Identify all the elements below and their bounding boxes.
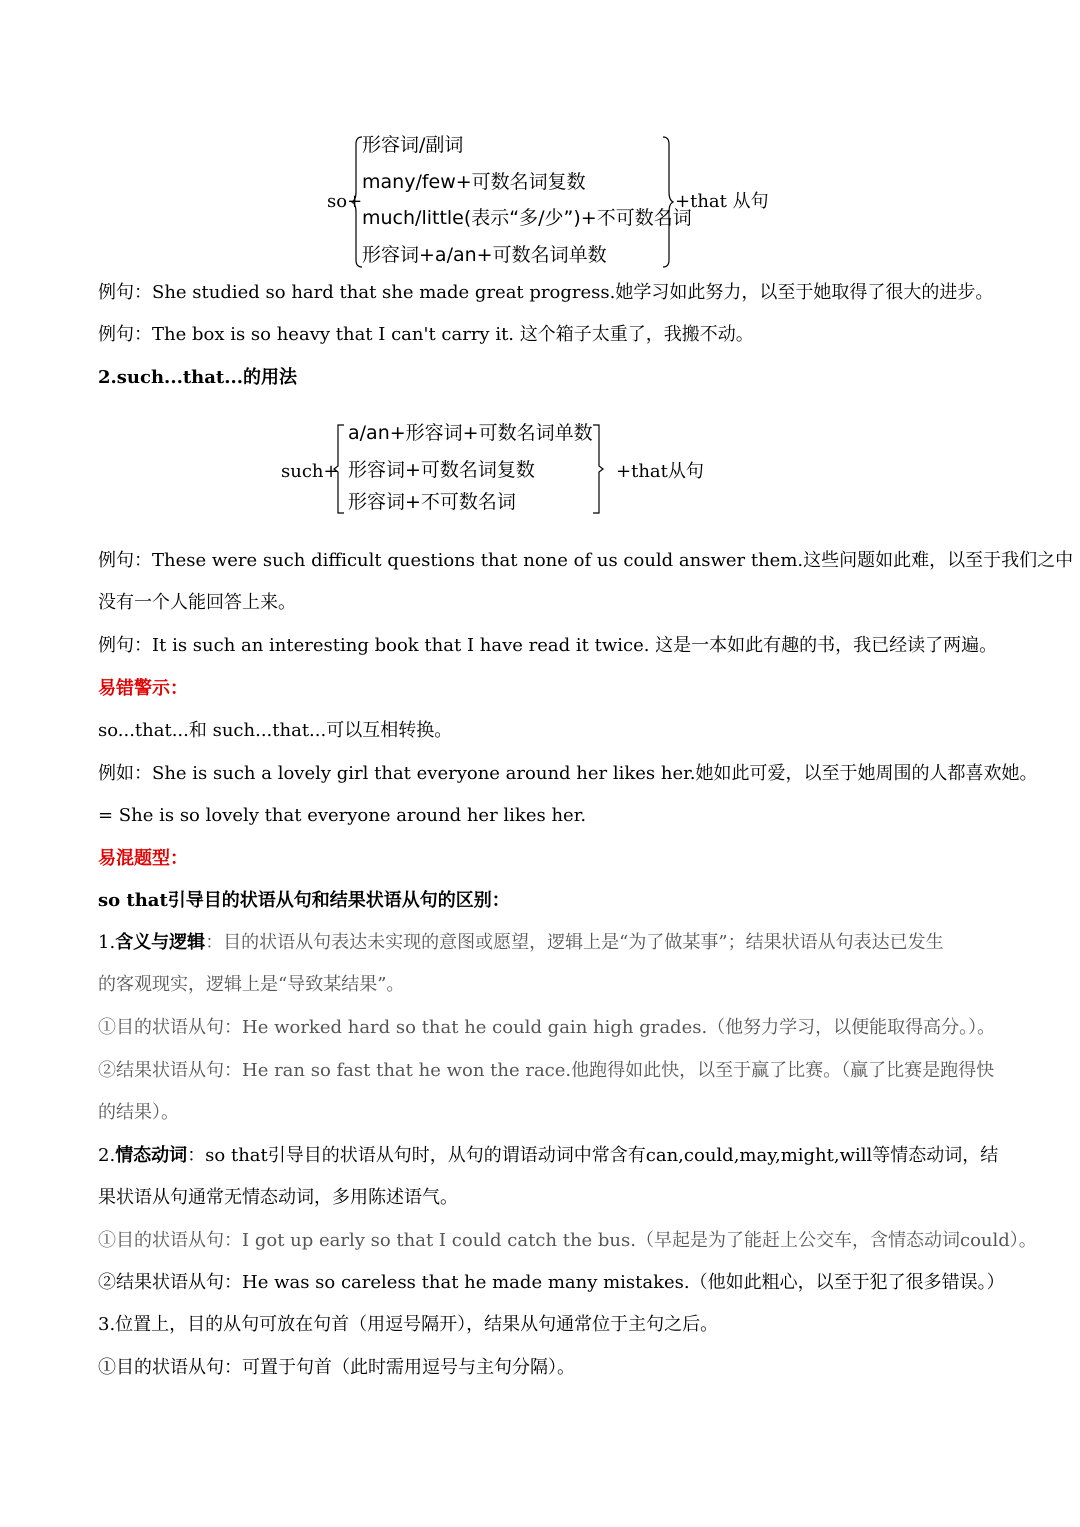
point-3-example-1: ①目的状语从句：可置于句首（此时需用逗号与主句分隔）。 (98, 1357, 575, 1378)
point-1-line-1 (98, 931, 944, 955)
such-prefix: such+ (281, 461, 339, 482)
point-2-example-1: ①目的状语从句：I got up early so that I could catch the bus.（早起是为了能赶上公交车，含情态动词could）。 (98, 1230, 1037, 1251)
right-bracket-icon (593, 424, 605, 514)
conversion-note: so...that...和 such...that...可以互相转换。 (98, 720, 453, 741)
so-item-2: many/few+可数名词复数 (362, 171, 586, 193)
so-suffix: +that 从句 (675, 191, 769, 212)
difference-heading: so that引导目的状语从句和结果状语从句的区别： (98, 890, 510, 911)
example-sentence-2: 例句：The box is so heavy that I can't carry it. 这个箱子太重了，我搬不动。 (98, 324, 754, 345)
point-1-text: ：目的状语从句表达未实现的意图或愿望，逻辑上是“为了做某事”；结果状语从句表达已发生 (205, 932, 944, 953)
point-2-line-1 (98, 1144, 998, 1168)
point-2-line-2: 果状语从句通常无情态动词，多用陈述语气。 (98, 1187, 458, 1208)
such-item-2: 形容词+可数名词复数 (348, 459, 535, 481)
right-brace-icon (663, 136, 675, 268)
point-1-example-1: ①目的状语从句：He worked hard so that he could gain high grades.（他努力学习，以便能取得高分。）。 (98, 1017, 996, 1038)
point-1-number: 1. (98, 932, 116, 953)
heading-such-that: 2.such...that...的用法 (98, 367, 298, 388)
point-1-heading: 含义与逻辑 (115, 932, 206, 953)
left-bracket-icon (334, 424, 346, 514)
such-item-1: a/an+形容词+可数名词单数 (348, 422, 593, 444)
so-item-4: 形容词+a/an+可数名词单数 (362, 244, 607, 266)
warning-heading: 易错警示： (98, 678, 188, 699)
confusion-heading: 易混题型： (98, 848, 188, 869)
such-item-3: 形容词+不可数名词 (348, 491, 516, 513)
so-item-1: 形容词/副词 (362, 134, 464, 156)
point-2-text: ：so that引导目的状语从句时，从句的谓语动词中常含有can,could,may,might,will等情态动词，结 (187, 1145, 999, 1166)
point-3-line: 3.位置上，目的从句可放在句首（用逗号隔开），结果从句通常位于主句之后。 (98, 1314, 719, 1335)
example-sentence-3b: 没有一个人能回答上来。 (98, 592, 296, 613)
point-2-number: 2. (98, 1145, 116, 1166)
example-sentence-5: 例如：She is such a lovely girl that everyone around her likes her.她如此可爱，以至于她周围的人都喜欢她。 (98, 763, 1038, 784)
example-sentence-1: 例句：She studied so hard that she made great progress.她学习如此努力，以至于她取得了很大的进步。 (98, 282, 994, 303)
point-1-example-2b: 的结果）。 (98, 1102, 179, 1123)
example-sentence-4: 例句：It is such an interesting book that I have read it twice. 这是一本如此有趣的书，我已经读了两遍。 (98, 635, 998, 656)
such-suffix: +that从句 (616, 461, 704, 482)
point-1-line-2: 的客观现实，逻辑上是“导致某结果”。 (98, 974, 405, 995)
so-item-3: much/little(表示“多/少”)+不可数名词 (362, 207, 692, 229)
point-2-heading: 情态动词 (115, 1145, 188, 1166)
point-1-example-2a: ②结果状语从句：He ran so fast that he won the race.他跑得如此快，以至于赢了比赛。（赢了比赛是跑得快 (98, 1060, 995, 1081)
example-sentence-3a: 例句：These were such difficult questions that none of us could answer them.这些问题如此难，以至于我们之中 (98, 550, 1074, 571)
point-2-example-2: ②结果状语从句：He was so careless that he made many mistakes.（他如此粗心，以至于犯了很多错误。） (98, 1272, 1005, 1293)
example-sentence-5b: = She is so lovely that everyone around her likes her. (98, 805, 587, 826)
so-prefix: so+ (327, 191, 363, 212)
